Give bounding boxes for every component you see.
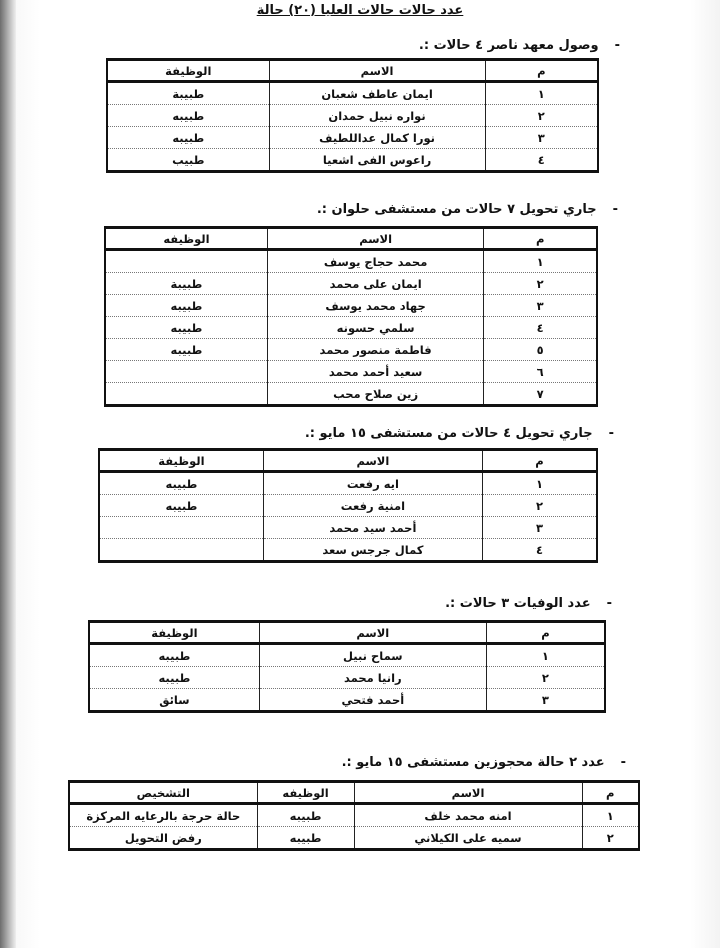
cell-num: ٢ bbox=[485, 105, 598, 127]
cell-num: ١ bbox=[485, 82, 598, 105]
section-1-table bbox=[106, 58, 599, 173]
cell-num: ٤ bbox=[482, 539, 597, 562]
cell-num: ٥ bbox=[484, 339, 597, 361]
cell-num: ٢ bbox=[582, 827, 639, 850]
table-row bbox=[105, 383, 597, 406]
section-2-table bbox=[104, 226, 598, 407]
header-num: م bbox=[486, 622, 605, 644]
section-1-heading: - وصول معهد ناصر ٤ حالات :. bbox=[419, 38, 620, 53]
cell-job: طبيب bbox=[107, 149, 269, 172]
header-job: الوظيفه bbox=[105, 228, 267, 250]
cell-name: أحمد سيد محمد bbox=[263, 517, 482, 539]
section-5-table bbox=[68, 780, 640, 851]
cell-job: طبيبه bbox=[99, 472, 263, 495]
cell-name: زين صلاح محب bbox=[267, 383, 483, 406]
cell-name: امنه محمد خلف bbox=[354, 804, 582, 827]
table-row bbox=[89, 689, 605, 712]
cell-job: طبيبه bbox=[107, 127, 269, 149]
cell-job: طبيبه bbox=[257, 827, 354, 850]
header-name: الاسم bbox=[259, 622, 486, 644]
header-num: م bbox=[485, 60, 598, 82]
cell-job: طبيبه bbox=[105, 339, 267, 361]
cell-num: ٤ bbox=[485, 149, 598, 172]
table-row bbox=[99, 495, 597, 517]
section-2-heading: - جاري تحويل ٧ حالات من مستشفى حلوان :. bbox=[317, 202, 618, 217]
cell-diagnosis: حالة حرجة بالرعايه المركزة bbox=[69, 804, 257, 827]
header-num: م bbox=[482, 450, 597, 472]
cell-name: محمد حجاج يوسف bbox=[267, 250, 483, 273]
header-diagnosis: التشخيص bbox=[69, 782, 257, 804]
cell-num: ١ bbox=[484, 250, 597, 273]
section-3-heading: - جاري تحويل ٤ حالات من مستشفى ١٥ مايو :. bbox=[305, 426, 614, 441]
cell-name: رانيا محمد bbox=[259, 667, 486, 689]
header-name: الاسم bbox=[354, 782, 582, 804]
cell-job bbox=[99, 539, 263, 562]
cell-num: ١ bbox=[486, 644, 605, 667]
table-header-row bbox=[105, 228, 597, 250]
cell-num: ٢ bbox=[486, 667, 605, 689]
cell-num: ٣ bbox=[482, 517, 597, 539]
table-header-row bbox=[89, 622, 605, 644]
table-row bbox=[99, 472, 597, 495]
table-header-row bbox=[99, 450, 597, 472]
cell-job: طبيبه bbox=[89, 644, 259, 667]
header-name: الاسم bbox=[269, 60, 485, 82]
cell-num: ٣ bbox=[486, 689, 605, 712]
table-header-row bbox=[69, 782, 639, 804]
cell-name: جهاد محمد يوسف bbox=[267, 295, 483, 317]
header-num: م bbox=[582, 782, 639, 804]
cell-job: طبيبه bbox=[89, 667, 259, 689]
header-job: الوظيفه bbox=[257, 782, 354, 804]
cell-job: طبيبه bbox=[105, 317, 267, 339]
cell-name: سلمي حسونه bbox=[267, 317, 483, 339]
cell-name: سميه على الكيلاني bbox=[354, 827, 582, 850]
cell-job: طبيبة bbox=[105, 273, 267, 295]
cell-job: طبيبه bbox=[99, 495, 263, 517]
section-4-heading: - عدد الوفيات ٣ حالات :. bbox=[445, 596, 612, 611]
cell-name: نورا كمال عداللطيف bbox=[269, 127, 485, 149]
cell-num: ٧ bbox=[484, 383, 597, 406]
cell-job: طبيبه bbox=[257, 804, 354, 827]
cell-name: كمال جرجس سعد bbox=[263, 539, 482, 562]
cell-name: ايمان عاطف شعبان bbox=[269, 82, 485, 105]
header-name: الاسم bbox=[267, 228, 483, 250]
cell-num: ١ bbox=[582, 804, 639, 827]
header-num: م bbox=[484, 228, 597, 250]
header-name: الاسم bbox=[263, 450, 482, 472]
cell-name: سعيد أحمد محمد bbox=[267, 361, 483, 383]
header-job: الوظيفة bbox=[107, 60, 269, 82]
table-row bbox=[105, 339, 597, 361]
table-row bbox=[99, 539, 597, 562]
cell-diagnosis: رفض التحويل bbox=[69, 827, 257, 850]
cell-name: ايه رفعت bbox=[263, 472, 482, 495]
cell-job bbox=[105, 250, 267, 273]
table-row bbox=[107, 105, 598, 127]
cell-name: راعوس الفى اشعيا bbox=[269, 149, 485, 172]
cell-name: نواره نبيل حمدان bbox=[269, 105, 485, 127]
table-row bbox=[99, 517, 597, 539]
cell-job bbox=[105, 383, 267, 406]
cell-num: ١ bbox=[482, 472, 597, 495]
cell-name: أحمد فتحي bbox=[259, 689, 486, 712]
cell-job: طبيبه bbox=[105, 295, 267, 317]
section-5-heading: - عدد ٢ حالة محجوزين مستشفى ١٥ مايو :. bbox=[342, 755, 626, 770]
document-title: عدد حالات حالات العليا (٢٠) حالة bbox=[256, 3, 464, 18]
table-row bbox=[107, 82, 598, 105]
cell-num: ٣ bbox=[485, 127, 598, 149]
cell-job: طبيبة bbox=[107, 82, 269, 105]
table-row bbox=[107, 127, 598, 149]
table-header-row bbox=[107, 60, 598, 82]
cell-num: ٦ bbox=[484, 361, 597, 383]
table-row bbox=[105, 361, 597, 383]
cell-num: ٢ bbox=[484, 273, 597, 295]
cell-name: ايمان على محمد bbox=[267, 273, 483, 295]
header-job: الوظيفة bbox=[99, 450, 263, 472]
header-job: الوظيفة bbox=[89, 622, 259, 644]
table-row bbox=[105, 317, 597, 339]
cell-job bbox=[105, 361, 267, 383]
table-row bbox=[89, 667, 605, 689]
table-row bbox=[89, 644, 605, 667]
table-row bbox=[69, 804, 639, 827]
table-row bbox=[69, 827, 639, 850]
table-row bbox=[105, 295, 597, 317]
page-fold-shadow bbox=[0, 0, 16, 948]
cell-num: ٢ bbox=[482, 495, 597, 517]
cell-job: طبيبه bbox=[107, 105, 269, 127]
section-3-table bbox=[98, 448, 598, 563]
cell-num: ٤ bbox=[484, 317, 597, 339]
table-row bbox=[105, 250, 597, 273]
cell-job: سائق bbox=[89, 689, 259, 712]
cell-name: امنية رفعت bbox=[263, 495, 482, 517]
section-4-table bbox=[88, 620, 606, 713]
table-row bbox=[107, 149, 598, 172]
table-row bbox=[105, 273, 597, 295]
cell-name: سماح نبيل bbox=[259, 644, 486, 667]
cell-job bbox=[99, 517, 263, 539]
cell-name: فاطمة منصور محمد bbox=[267, 339, 483, 361]
cell-num: ٣ bbox=[484, 295, 597, 317]
